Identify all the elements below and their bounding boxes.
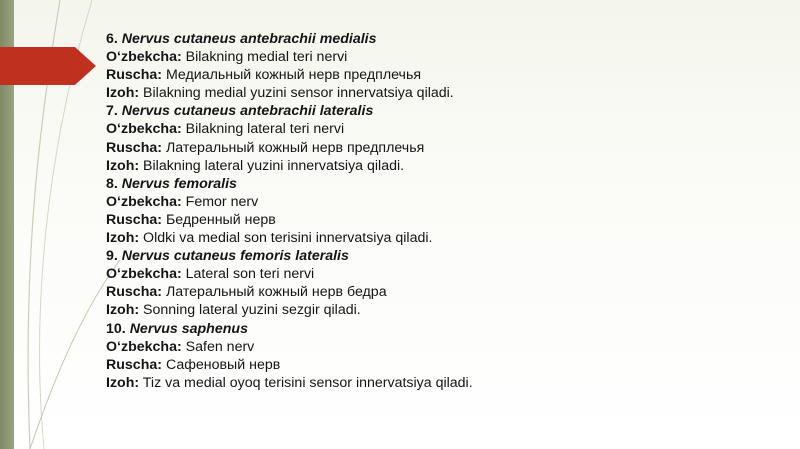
- term-heading: [106, 320, 786, 338]
- term-russian-line: [106, 356, 786, 374]
- uzbek-translation: Safen nerv: [185, 338, 255, 355]
- russian-translation: Бедренный нерв: [165, 211, 276, 228]
- uzbek-translation: Lateral son teri nervi: [185, 266, 315, 283]
- uzbek-label: O‘zbekcha:: [106, 121, 182, 138]
- term-russian-line: [106, 66, 786, 84]
- note-label: Izoh:: [106, 230, 140, 247]
- russian-label: Ruscha:: [106, 67, 162, 84]
- term-note-line: [106, 374, 786, 392]
- uzbek-label: O‘zbekcha:: [106, 266, 182, 283]
- term-latin-name: Nervus cutaneus femoris lateralis: [121, 248, 349, 265]
- nerve-term-list: [106, 30, 786, 392]
- note-text: Bilakning medial yuzini sensor innervatsiya qiladi.: [143, 85, 454, 102]
- russian-translation: Латеральный кожный нерв бедра: [165, 284, 387, 301]
- uzbek-translation: Bilakning medial teri nervi: [185, 49, 348, 66]
- russian-label: Ruscha:: [106, 211, 162, 228]
- term-russian-line: [106, 211, 786, 229]
- uzbek-translation: Bilakning lateral teri nervi: [185, 121, 345, 138]
- term-latin-name: Nervus cutaneus antebrachii medialis: [121, 31, 377, 47]
- term-number: 10.: [106, 320, 126, 337]
- russian-translation: Латеральный кожный нерв предплечья: [165, 139, 425, 156]
- term-heading: [106, 30, 786, 48]
- term-latin-name: Nervus femoralis: [121, 175, 237, 192]
- uzbek-translation: Femor nerv: [185, 193, 259, 210]
- russian-translation: Медиальный кожный нерв предплечья: [165, 67, 422, 84]
- term-heading: [106, 175, 786, 193]
- note-text: Oldki va medial son terisini innervatsiya qiladi.: [143, 230, 433, 247]
- term-entry: [106, 30, 786, 102]
- term-russian-line: [106, 283, 786, 301]
- russian-label: Ruscha:: [106, 356, 162, 373]
- note-text: Sonning lateral yuzini sezgir qiladi.: [143, 302, 361, 319]
- term-number: 6.: [106, 31, 118, 47]
- term-entry: [106, 247, 786, 319]
- term-heading: [106, 102, 786, 120]
- term-uzbek-line: [106, 120, 786, 138]
- term-note-line: [106, 229, 786, 247]
- term-uzbek-line: [106, 338, 786, 356]
- note-label: Izoh:: [106, 302, 140, 319]
- term-number: 9.: [106, 248, 118, 265]
- term-entry: [106, 320, 786, 392]
- term-entry: [106, 175, 786, 247]
- term-uzbek-line: [106, 265, 786, 283]
- uzbek-label: O‘zbekcha:: [106, 338, 182, 355]
- term-note-line: [106, 157, 786, 175]
- note-text: Tiz va medial oyoq terisini sensor innervatsiya qiladi.: [142, 374, 473, 391]
- russian-label: Ruscha:: [106, 139, 162, 156]
- term-heading: [106, 247, 786, 265]
- uzbek-label: O‘zbekcha:: [106, 193, 182, 210]
- term-entry: [106, 102, 786, 174]
- note-label: Izoh:: [106, 374, 140, 391]
- term-note-line: [106, 84, 786, 102]
- russian-label: Ruscha:: [106, 284, 162, 301]
- term-number: 7.: [106, 103, 118, 120]
- note-text: Bilakning lateral yuzini innervatsiya qiladi.: [143, 157, 405, 174]
- note-label: Izoh:: [106, 157, 140, 174]
- uzbek-label: O‘zbekcha:: [106, 49, 182, 66]
- term-russian-line: [106, 139, 786, 157]
- term-note-line: [106, 301, 786, 319]
- russian-translation: Сафеновый нерв: [165, 356, 281, 373]
- term-latin-name: Nervus saphenus: [129, 320, 248, 337]
- term-uzbek-line: [106, 48, 786, 66]
- term-uzbek-line: [106, 193, 786, 211]
- note-label: Izoh:: [106, 85, 140, 102]
- term-latin-name: Nervus cutaneus antebrachii lateralis: [121, 103, 374, 120]
- term-number: 8.: [106, 175, 118, 192]
